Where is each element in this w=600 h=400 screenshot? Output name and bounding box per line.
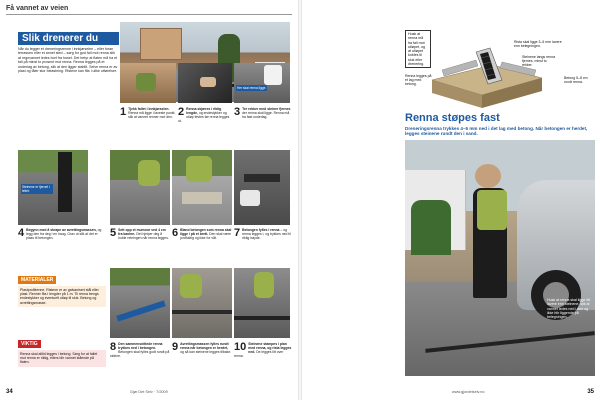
important-heading: VIKTIG — [18, 340, 41, 348]
step-3-title: Tre rekker med steiner fjernes — [242, 107, 291, 111]
step-3-number: 3 — [234, 106, 241, 118]
drain-diagram — [432, 40, 542, 110]
step-10-caption — [234, 342, 292, 358]
step-9-caption — [172, 342, 232, 354]
step-4-title: Begynn med å skrape av avrettingsmassen, — [26, 228, 97, 232]
footer-right: www.gjordetselv.no — [452, 390, 485, 394]
step-8-photo — [110, 268, 170, 338]
step-5-title: Sett opp et mursnor ved 4 cm fra kanten. — [118, 228, 166, 236]
step-10-text: De legges litt over renna. — [234, 350, 284, 358]
right-page — [302, 0, 600, 400]
intro-text: Når du legger et dreneringsrenne i innkjørselen – eller foran terrassen eller et annet sted – sørg for god fall mot renna slik at regnvannet ledes bort fra huset. Det betyr at flaten må ha et fall på minst to prosent mot renna. Renna legges på et underlag av betong, slik at den ligger stabilt. Selve renna er av plast og tåler stor belastning. Ristene kan fås i ulike utførelser. — [18, 47, 118, 74]
step-10-title: Steinene stampes i plan med renna, og rista legges ned. — [248, 342, 292, 354]
step-5-number: 5 — [110, 227, 117, 239]
step-3-text: der renna skal ligge. Renna må ha fast underlag. — [242, 111, 290, 119]
important-box — [18, 332, 106, 367]
step-3-photo — [234, 63, 290, 103]
step-4-number: 4 — [18, 227, 25, 239]
drain-illustration — [432, 40, 542, 110]
step-1-text: Renna må ligge i laveste punkt, slik at vannet renner mot den. — [128, 111, 176, 119]
important-text: Renna skal alltid legges i betong. Sørg for at fallet mot renna er riktig, ellers blir vannet stående på flaten. — [18, 350, 106, 367]
step-2-number: 2 — [178, 106, 185, 118]
step-2-text: og endestykker og utløp festes før renna legges ut. — [178, 111, 230, 123]
step-8-number: 8 — [110, 341, 117, 353]
step-1-photo — [120, 63, 176, 103]
step-7-caption — [234, 228, 292, 240]
callout-stones: Steinene langs renna fjernes, minst to rekker. — [522, 55, 556, 67]
step-6-caption — [172, 228, 232, 240]
step-5-caption — [110, 228, 170, 240]
materials-text: Plastprofilrenne. Ristene er av galvanisert stål eller plast. Renner fås i lengder på 1 m. Til renna trengs endestykker og eventuelt utløp til sluk. Betong og avrettingsmasse. — [18, 286, 106, 307]
callout-base: Renna legges på et lag med betong. — [405, 74, 432, 86]
step-6-text: Den skal være jordfuktig og ikke for våt. — [180, 232, 232, 240]
step-9-title: Avrettingsmassen fylles rundt renna når betongen er herdet, — [180, 342, 229, 350]
section-label: Få vannet av veien — [6, 5, 69, 12]
car-photo — [405, 140, 595, 376]
photo-caption: Husk at renna skal ligge litt lavere enn steinene, slik at vannet ledes ned i den og ikke blir liggende på belegningen. — [547, 298, 590, 320]
step-4-photo — [18, 150, 88, 225]
photo-label-1: Her skal renna ligge. — [237, 86, 267, 90]
step-9-photo — [172, 268, 232, 338]
step-5-text: Det hjelper deg å holde retningen når renna legges. — [118, 232, 169, 240]
step-6-photo — [172, 150, 232, 225]
step-8-text: Betongen skal fylles godt rundt på sidene. — [110, 350, 170, 358]
step-10-number: 10 — [234, 341, 247, 353]
step-1-caption — [120, 107, 176, 119]
step-7-number: 7 — [234, 227, 241, 239]
step-7-title: Betongen fylles i renna — [242, 228, 280, 232]
photo-label-2: Steinene er fjernet i feltet. — [21, 184, 53, 194]
page-number-left: 34 — [6, 389, 13, 395]
footer-left: Gjør Det Selv · 7/2009 — [130, 390, 168, 394]
step-7-text: – og renna legges i, og trykkes ned til riktig høyde. — [242, 228, 291, 240]
page-headline: Slik drenerer du — [18, 32, 119, 45]
callout-grate-depth: Rista skal ligge 3–5 mm lavere enn belegningen. — [514, 40, 562, 48]
step-9-text: og så kan steinene legges tilbake. — [180, 350, 232, 354]
step-2-caption — [178, 107, 232, 123]
tip-box: Husk at renna må ha fall mot utløpet, og at utløpet kobles til sluk eller drenering. — [405, 30, 431, 68]
step-6-number: 6 — [172, 227, 179, 239]
step-4-caption — [18, 228, 106, 240]
left-page — [0, 0, 298, 400]
step-10-photo — [234, 268, 290, 338]
section-divider — [6, 14, 292, 15]
step-4-text: og legg den fra deg i en haug. Grav ut slik at det er plass til betongen. — [26, 228, 102, 240]
step-1-title: Tjekk fallet i innkjørselen. — [128, 107, 170, 111]
step-2-photo — [178, 63, 232, 103]
step-3-caption — [234, 107, 292, 119]
step-8-title: Den sammensnittede renna trykkes ned i betongen. — [118, 342, 163, 350]
step-5-photo — [110, 150, 170, 225]
right-subhead: Dreneringsrenna trykkes 4–5 mm ned i det lag med betong. Når betongen er herdet, legges steinene rundt den i sand. — [405, 126, 588, 137]
materials-box — [18, 268, 106, 307]
step-7-photo — [234, 150, 290, 225]
step-1-number: 1 — [120, 106, 127, 118]
page-number-right: 35 — [587, 389, 594, 395]
callout-concrete: Betong 5–8 cm rundt renna. — [564, 76, 588, 84]
step-6-title: Bland betongen som renna skal ligge i på et brett. — [180, 228, 232, 236]
step-2-title: Renna skjæres i riktig lengde, — [186, 107, 222, 115]
step-9-number: 9 — [172, 341, 179, 353]
materials-heading: MATERIALER — [18, 276, 56, 284]
right-headline: Renna støpes fast — [405, 112, 500, 124]
step-8-caption — [110, 342, 170, 358]
